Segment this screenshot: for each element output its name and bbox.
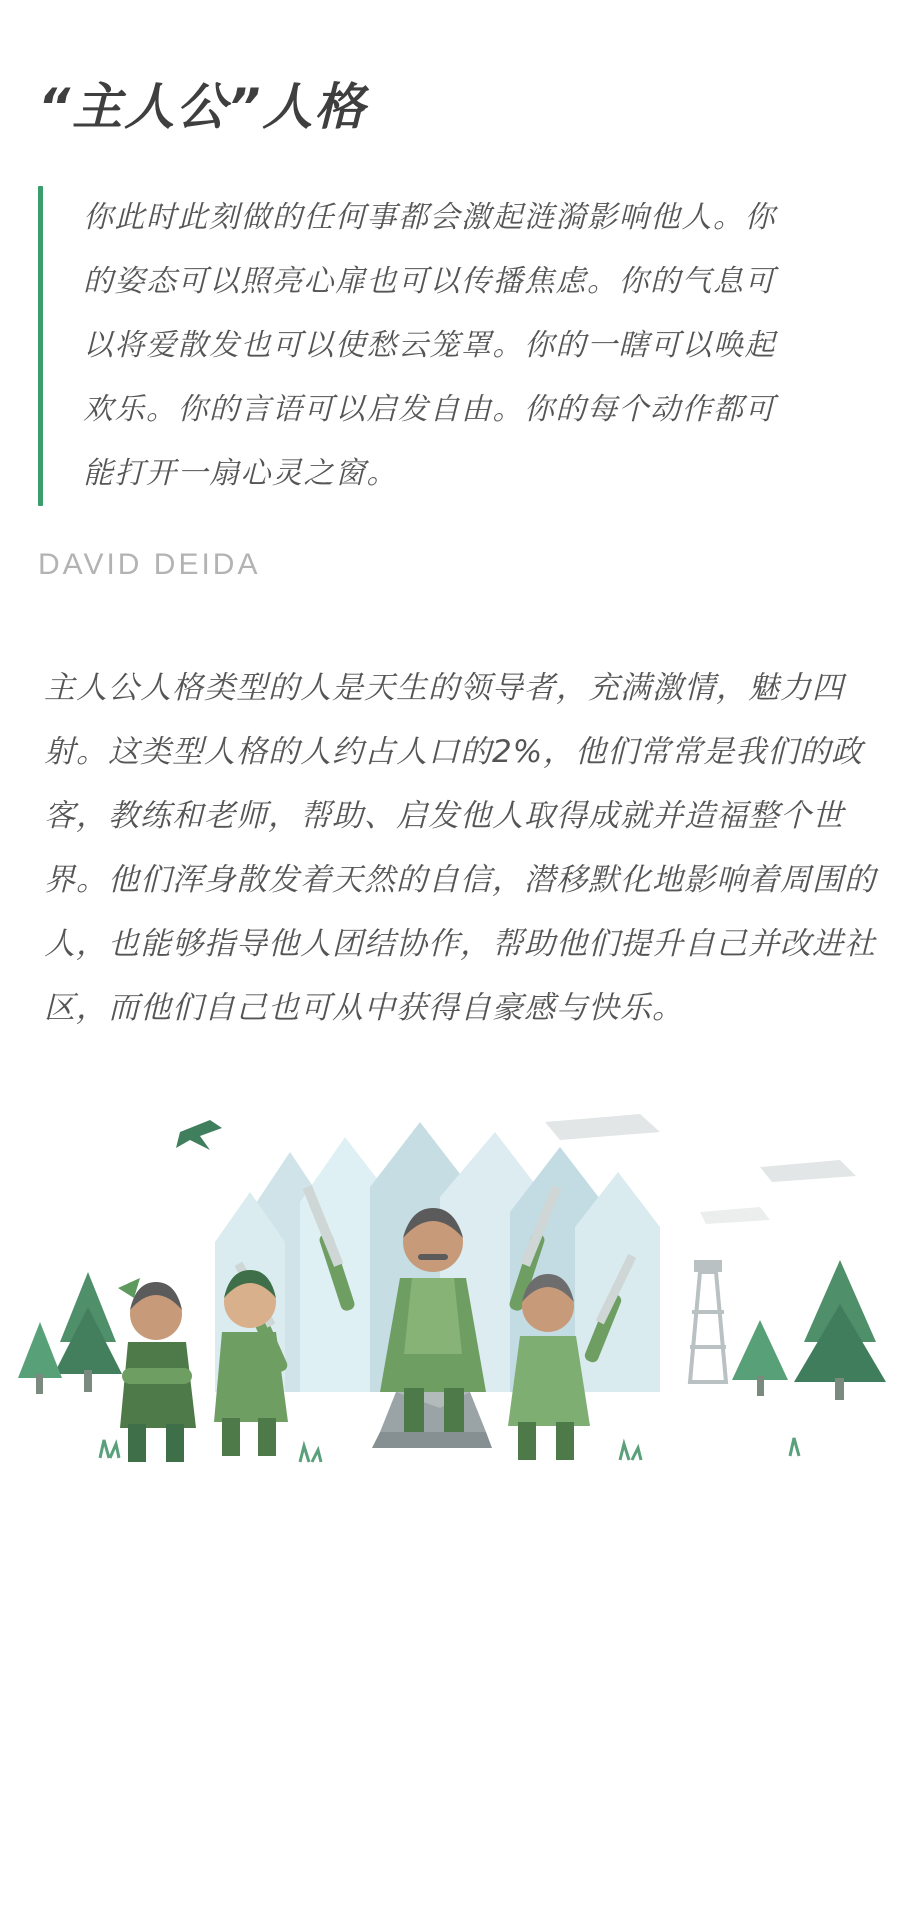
tower-structure [690, 1260, 726, 1382]
tree-right-2 [732, 1320, 788, 1396]
bird-icon [176, 1120, 222, 1150]
page-title: “主人公”人格 [38, 77, 367, 136]
article-page [0, 34, 924, 1916]
tree-right [794, 1260, 886, 1400]
body-paragraph: 主人公人格类型的人是天生的领导者，充满激情，魅力四射。这类型人格的人约占人口的2%，他们常常是我们的政客，教练和老师，帮助、启发他人取得成就并造福整个世界。他们浑身散发着天然的自信，潜移默化地影响着周围的人，也能够指导他人团结协作，帮助他们提升自己并改进社区，而他们自己也可从中获得自豪感与快乐。 [44, 670, 876, 1026]
protagonist-heroes-illustration [0, 1092, 924, 1472]
tree-left [54, 1272, 122, 1392]
quote-block [38, 186, 924, 506]
quote-accent-bar [38, 186, 43, 506]
hero-far-left-figure [118, 1278, 196, 1462]
quote-text: 你此时此刻做的任何事都会激起涟漪影响他人。你的姿态可以照亮心扉也可以传播焦虑。你的气息可以将爱散发也可以使愁云笼罩。你的一瞎可以唤起欢乐。你的言语可以启发自由。你的每个动作都可能打开一扇心灵之窗。 [83, 200, 776, 491]
quote-author: DAVID DEIDA [38, 548, 261, 581]
tree-left-2 [18, 1322, 62, 1394]
